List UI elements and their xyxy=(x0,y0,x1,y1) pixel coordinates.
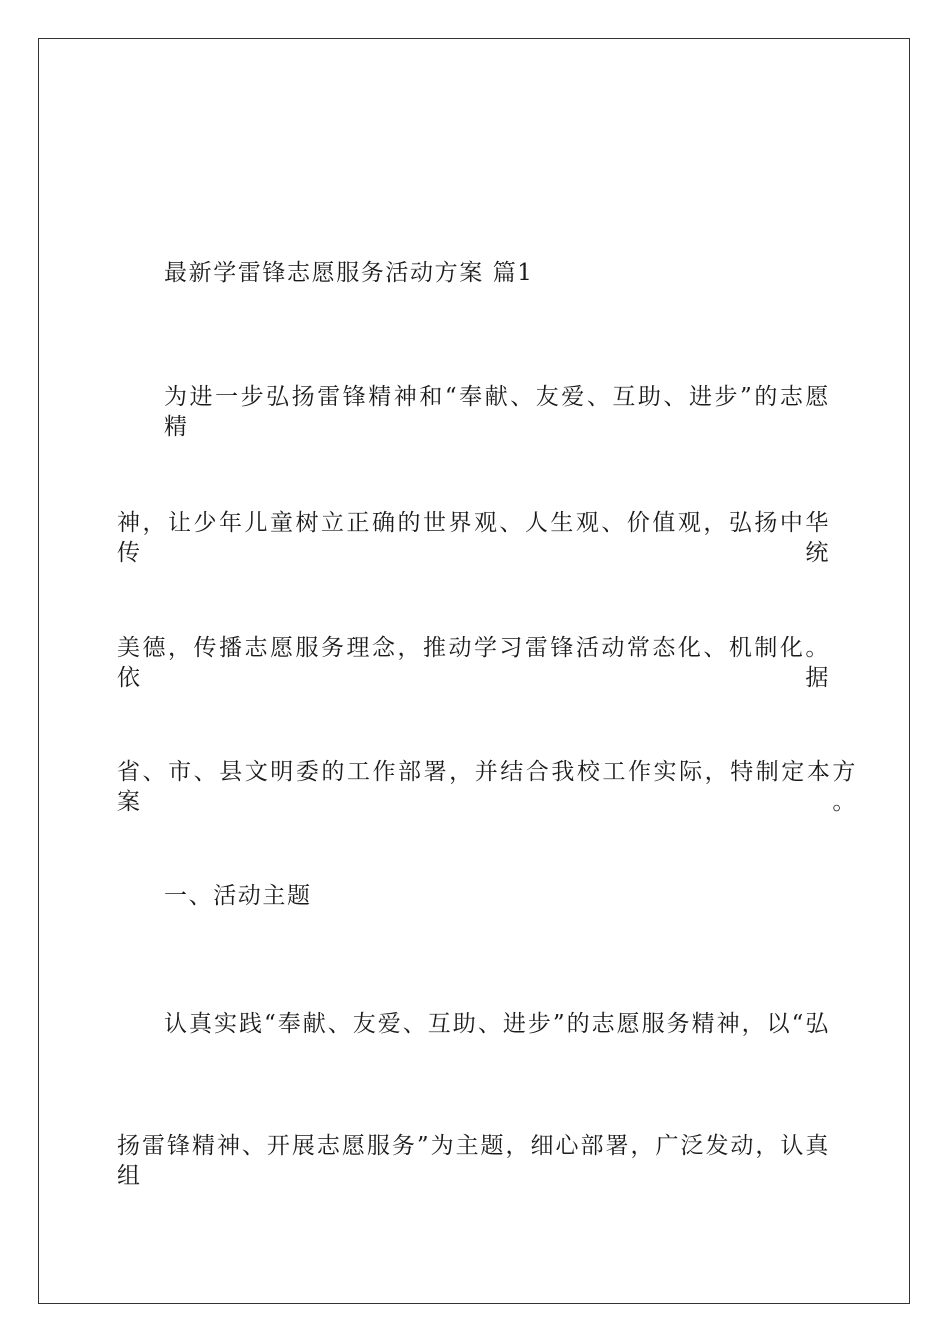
document-title: 最新学雷锋志愿服务活动方案 篇1 xyxy=(164,260,534,286)
paragraph1-line-2: 神，让少年儿童树立正确的世界观、人生观、价值观，弘扬中华传统 xyxy=(117,510,830,566)
section1-heading: 一、活动主题 xyxy=(164,883,312,909)
paragraph1-line-1: 为进一步弘扬雷锋精神和“奉献、友爱、互助、进步”的志愿精 xyxy=(164,384,830,440)
paragraph1-line-3: 美德，传播志愿服务理念，推动学习雷锋活动常态化、机制化。依据 xyxy=(117,635,830,691)
section1-line-2: 扬雷锋精神、开展志愿服务”为主题，细心部署，广泛发动，认真组 xyxy=(117,1133,830,1189)
section1-line-1: 认真实践“奉献、友爱、互助、进步”的志愿服务精神，以“弘 xyxy=(164,1011,830,1037)
paragraph1-line-4: 省、市、县文明委的工作部署，并结合我校工作实际，特制定本方案。 xyxy=(117,759,857,815)
